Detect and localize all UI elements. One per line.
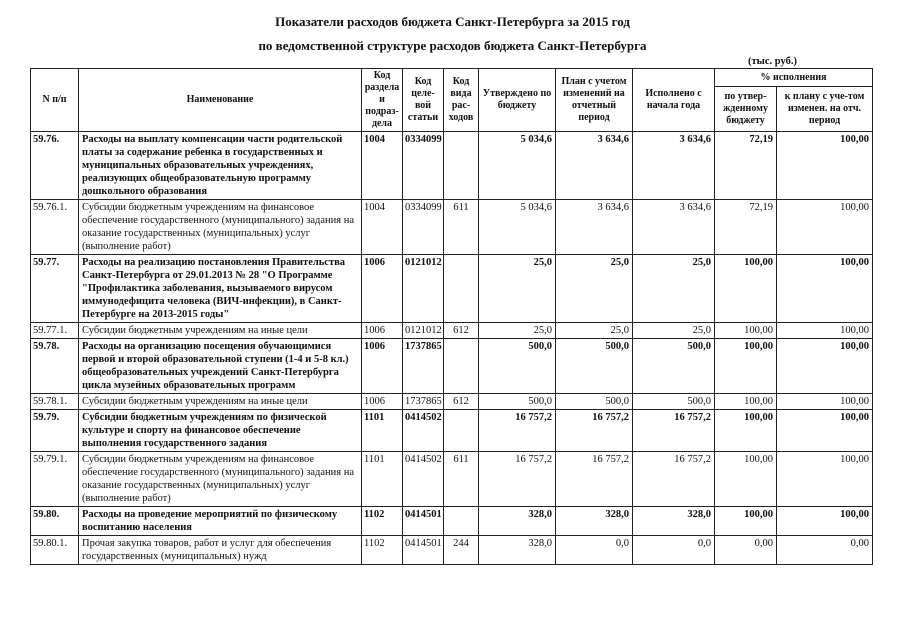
row-approved: 25,0 <box>479 255 556 323</box>
row-executed: 25,0 <box>633 323 715 339</box>
row-pct-plan: 100,00 <box>777 323 873 339</box>
table-row <box>31 507 873 536</box>
row-plan: 25,0 <box>556 323 633 339</box>
table-body <box>31 132 873 565</box>
row-razdel-code: 1004 <box>362 200 403 255</box>
row-vid-code <box>444 410 479 452</box>
row-pct-plan: 100,00 <box>777 410 873 452</box>
row-razdel-code: 1102 <box>362 507 403 536</box>
table-row <box>31 323 873 339</box>
row-plan: 328,0 <box>556 507 633 536</box>
row-name: Расходы на проведение мероприятий по физическому воспитанию населения <box>79 507 362 536</box>
row-pct-plan: 100,00 <box>777 255 873 323</box>
header-executed: Исполнено с начала года <box>633 69 715 132</box>
row-approved: 16 757,2 <box>479 410 556 452</box>
row-approved: 328,0 <box>479 507 556 536</box>
table-row <box>31 394 873 410</box>
row-approved: 5 034,6 <box>479 200 556 255</box>
table-row <box>31 255 873 323</box>
row-approved: 5 034,6 <box>479 132 556 200</box>
header-pct-budget: по утвер-жденному бюджету <box>715 87 777 132</box>
header-approved: Утверждено по бюджету <box>479 69 556 132</box>
row-vid-code <box>444 339 479 394</box>
row-name: Субсидии бюджетным учреждениям на финансовое обеспечение государственного (муниципального) задания на оказание государственных (муниципальных) услуг (выполнение работ) <box>79 452 362 507</box>
row-razdel-code: 1101 <box>362 452 403 507</box>
row-vid-code: 611 <box>444 200 479 255</box>
row-number: 59.76.1. <box>31 200 79 255</box>
row-pct-budget: 100,00 <box>715 339 777 394</box>
row-pct-budget: 0,00 <box>715 536 777 565</box>
row-pct-budget: 100,00 <box>715 255 777 323</box>
row-executed: 500,0 <box>633 394 715 410</box>
row-pct-plan: 100,00 <box>777 132 873 200</box>
row-vid-code: 612 <box>444 394 479 410</box>
row-pct-plan: 100,00 <box>777 507 873 536</box>
row-approved: 328,0 <box>479 536 556 565</box>
row-razdel-code: 1102 <box>362 536 403 565</box>
row-plan: 16 757,2 <box>556 410 633 452</box>
header-statya: Код целе-вой статьи <box>403 69 444 132</box>
row-name: Расходы на выплату компенсации части родительской платы за содержание ребенка в государственных и муниципальных образовательных учреждениях, реализующих общеобразовательную программу дошкольного образования <box>79 132 362 200</box>
row-razdel-code: 1006 <box>362 394 403 410</box>
row-vid-code <box>444 255 479 323</box>
table-row <box>31 339 873 394</box>
row-number: 59.79.1. <box>31 452 79 507</box>
header-num: N п/п <box>31 69 79 132</box>
row-number: 59.76. <box>31 132 79 200</box>
row-pct-budget: 100,00 <box>715 452 777 507</box>
row-plan: 3 634,6 <box>556 132 633 200</box>
row-executed: 25,0 <box>633 255 715 323</box>
row-pct-budget: 100,00 <box>715 507 777 536</box>
row-vid-code: 611 <box>444 452 479 507</box>
row-pct-plan: 100,00 <box>777 452 873 507</box>
table-row <box>31 410 873 452</box>
row-plan: 500,0 <box>556 394 633 410</box>
row-plan: 25,0 <box>556 255 633 323</box>
row-number: 59.80.1. <box>31 536 79 565</box>
row-name: Расходы на организацию посещения обучающимися первой и второй образовательной ступени (1-4 и 5-8 кл.) общеобразовательных учреждений Санкт-Петербурга цикла музейных образовательных программ <box>79 339 362 394</box>
row-statya-code: 1737865 <box>403 339 444 394</box>
row-vid-code <box>444 507 479 536</box>
row-executed: 16 757,2 <box>633 452 715 507</box>
row-executed: 0,0 <box>633 536 715 565</box>
header-pct-plan: к плану с уче-том изменен. на отч. период <box>777 87 873 132</box>
row-number: 59.77. <box>31 255 79 323</box>
expenses-table <box>30 68 873 565</box>
row-executed: 500,0 <box>633 339 715 394</box>
row-razdel-code: 1004 <box>362 132 403 200</box>
row-plan: 16 757,2 <box>556 452 633 507</box>
row-razdel-code: 1006 <box>362 339 403 394</box>
row-pct-budget: 100,00 <box>715 410 777 452</box>
row-statya-code: 0414502 <box>403 452 444 507</box>
row-statya-code: 0414501 <box>403 536 444 565</box>
row-pct-plan: 0,00 <box>777 536 873 565</box>
row-pct-plan: 100,00 <box>777 339 873 394</box>
row-plan: 3 634,6 <box>556 200 633 255</box>
row-pct-plan: 100,00 <box>777 394 873 410</box>
header-plan: План с учетом изменений на отчетный период <box>556 69 633 132</box>
row-name: Расходы на реализацию постановления Правительства Санкт-Петербурга от 29.01.2013 № 28 "О Программе "Профилактика заболевания, вызываемого вирусом иммунодефицита человека (ВИЧ-инфекции), в Санкт-Петербурге на 2013-2015 годы" <box>79 255 362 323</box>
units-label: (тыс. руб.) <box>748 56 797 67</box>
row-statya-code: 0121012 <box>403 323 444 339</box>
row-statya-code: 0121012 <box>403 255 444 323</box>
row-approved: 25,0 <box>479 323 556 339</box>
row-pct-budget: 72,19 <box>715 132 777 200</box>
row-vid-code: 612 <box>444 323 479 339</box>
row-executed: 3 634,6 <box>633 132 715 200</box>
row-name: Субсидии бюджетным учреждениям на финансовое обеспечение государственного (муниципального) задания на оказание государственных (муниципальных) услуг (выполнение работ) <box>79 200 362 255</box>
row-number: 59.78.1. <box>31 394 79 410</box>
row-statya-code: 0334099 <box>403 200 444 255</box>
row-number: 59.80. <box>31 507 79 536</box>
row-number: 59.79. <box>31 410 79 452</box>
row-approved: 500,0 <box>479 394 556 410</box>
row-name: Субсидии бюджетным учреждениям на иные цели <box>79 323 362 339</box>
row-vid-code <box>444 132 479 200</box>
row-executed: 3 634,6 <box>633 200 715 255</box>
header-vid: Код вида рас-ходов <box>444 69 479 132</box>
table-row <box>31 452 873 507</box>
table-row <box>31 536 873 565</box>
row-name: Субсидии бюджетным учреждениям на иные цели <box>79 394 362 410</box>
document-title: Показатели расходов бюджета Санкт-Петербурга за 2015 год <box>275 14 630 29</box>
row-razdel-code: 1006 <box>362 255 403 323</box>
row-razdel-code: 1101 <box>362 410 403 452</box>
row-executed: 328,0 <box>633 507 715 536</box>
row-vid-code: 244 <box>444 536 479 565</box>
table-row <box>31 132 873 200</box>
row-name: Прочая закупка товаров, работ и услуг для обеспечения государственных (муниципальных) нужд <box>79 536 362 565</box>
row-statya-code: 0334099 <box>403 132 444 200</box>
row-pct-budget: 100,00 <box>715 323 777 339</box>
header-name: Наименование <box>79 69 362 132</box>
row-razdel-code: 1006 <box>362 323 403 339</box>
row-name: Субсидии бюджетным учреждениям по физической культуре и спорту на финансовое обеспечение выполнения государственного задания <box>79 410 362 452</box>
header-percent-group: % исполнения <box>715 69 873 87</box>
row-approved: 500,0 <box>479 339 556 394</box>
row-pct-budget: 100,00 <box>715 394 777 410</box>
row-approved: 16 757,2 <box>479 452 556 507</box>
row-statya-code: 0414501 <box>403 507 444 536</box>
row-plan: 500,0 <box>556 339 633 394</box>
row-statya-code: 0414502 <box>403 410 444 452</box>
row-statya-code: 1737865 <box>403 394 444 410</box>
table-row <box>31 200 873 255</box>
row-executed: 16 757,2 <box>633 410 715 452</box>
document-subtitle: по ведомственной структуре расходов бюджета Санкт-Петербурга <box>258 38 647 53</box>
row-pct-budget: 72,19 <box>715 200 777 255</box>
header-razdel: Код раздела и подраз-дела <box>362 69 403 132</box>
row-plan: 0,0 <box>556 536 633 565</box>
row-number: 59.78. <box>31 339 79 394</box>
row-number: 59.77.1. <box>31 323 79 339</box>
row-pct-plan: 100,00 <box>777 200 873 255</box>
